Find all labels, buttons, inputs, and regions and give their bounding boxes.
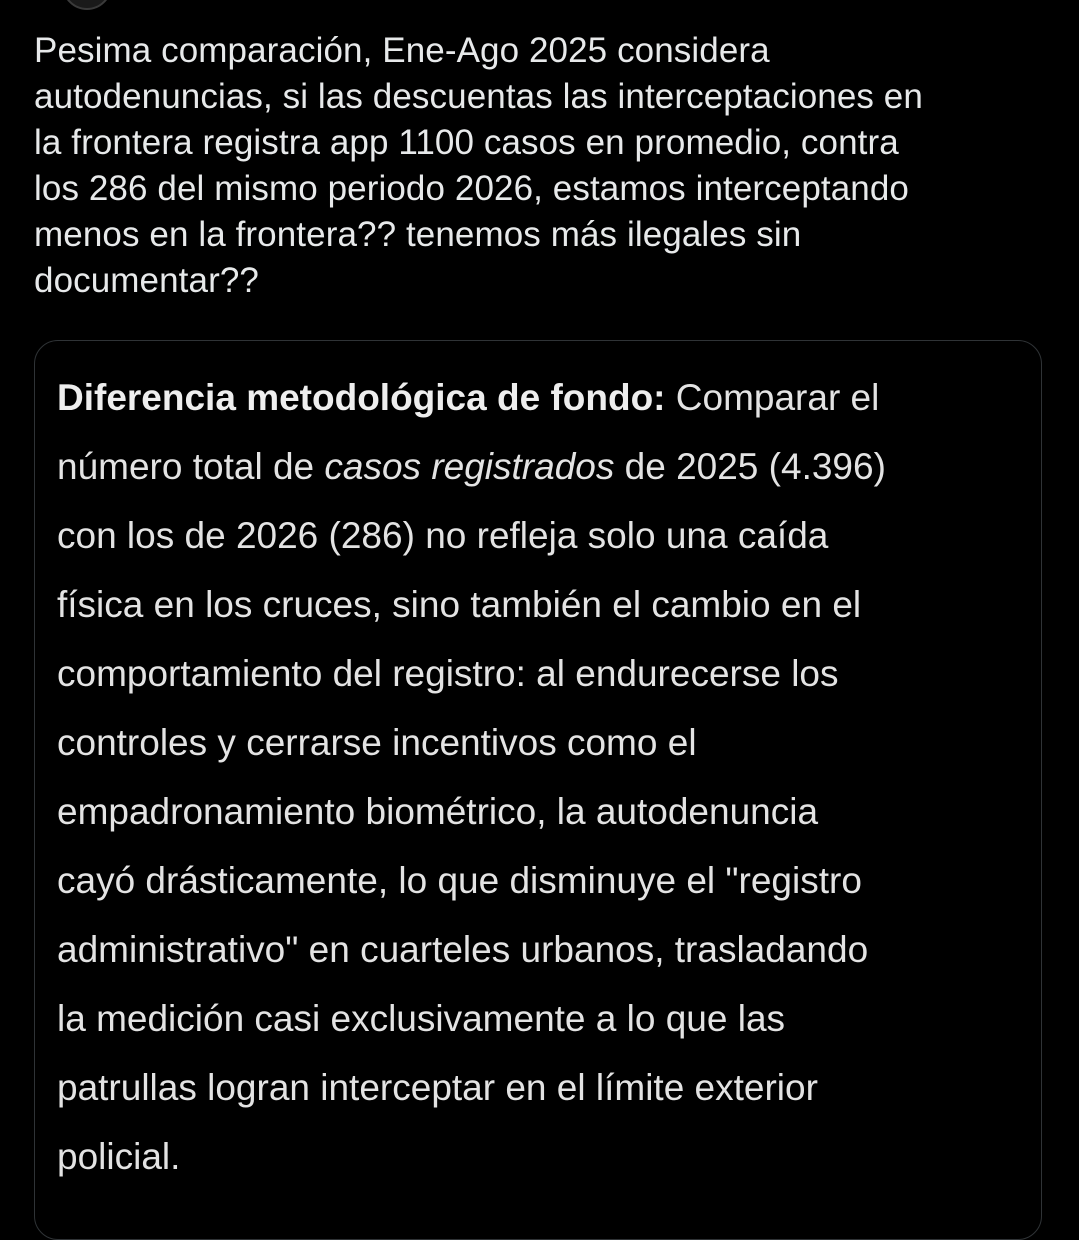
avatar[interactable]: [62, 0, 112, 10]
quoted-text: [57, 363, 1027, 1191]
tweet-line: Pesima comparación, Ene-Ago 2025 considera: [34, 31, 770, 70]
tweet-line: documentar??: [34, 261, 259, 300]
quote-text-segment: número total de: [57, 446, 325, 487]
quote-line: empadronamiento biométrico, la autodenuncia: [57, 791, 819, 832]
quote-line: la medición casi exclusivamente a lo que las: [57, 998, 786, 1039]
tweet-line: los 286 del mismo periodo 2026, estamos interceptando: [34, 169, 909, 208]
quote-line: [57, 363, 1027, 432]
quote-text-segment: Comparar el: [665, 377, 880, 418]
quote-text-segment: de 2025 (4.396): [614, 446, 886, 487]
quote-line: cayó drásticamente, lo que disminuye el "registro: [57, 860, 862, 901]
quote-line: policial.: [57, 1136, 181, 1177]
quote-line: física en los cruces, sino también el cambio en el: [57, 584, 862, 625]
quote-italic-term: casos registrados: [324, 446, 615, 487]
tweet-line: autodenuncias, si las descuentas las interceptaciones en: [34, 77, 923, 116]
quoted-image-card[interactable]: [34, 340, 1042, 1240]
quote-line: patrullas logran interceptar en el límite exterior: [57, 1067, 818, 1108]
quote-line: administrativo" en cuarteles urbanos, trasladando: [57, 929, 869, 970]
tweet-line: menos en la frontera?? tenemos más ilegales sin: [34, 215, 802, 254]
quote-line: comportamiento del registro: al endurecerse los: [57, 653, 839, 694]
quote-line: [57, 432, 1027, 501]
quote-heading: Diferencia metodológica de fondo:: [57, 377, 666, 418]
quote-line: con los de 2026 (286) no refleja solo una caída: [57, 515, 829, 556]
quote-line: controles y cerrarse incentivos como el: [57, 722, 697, 763]
tweet-line: la frontera registra app 1100 casos en promedio, contra: [34, 123, 899, 162]
tweet-text: [34, 28, 1044, 304]
